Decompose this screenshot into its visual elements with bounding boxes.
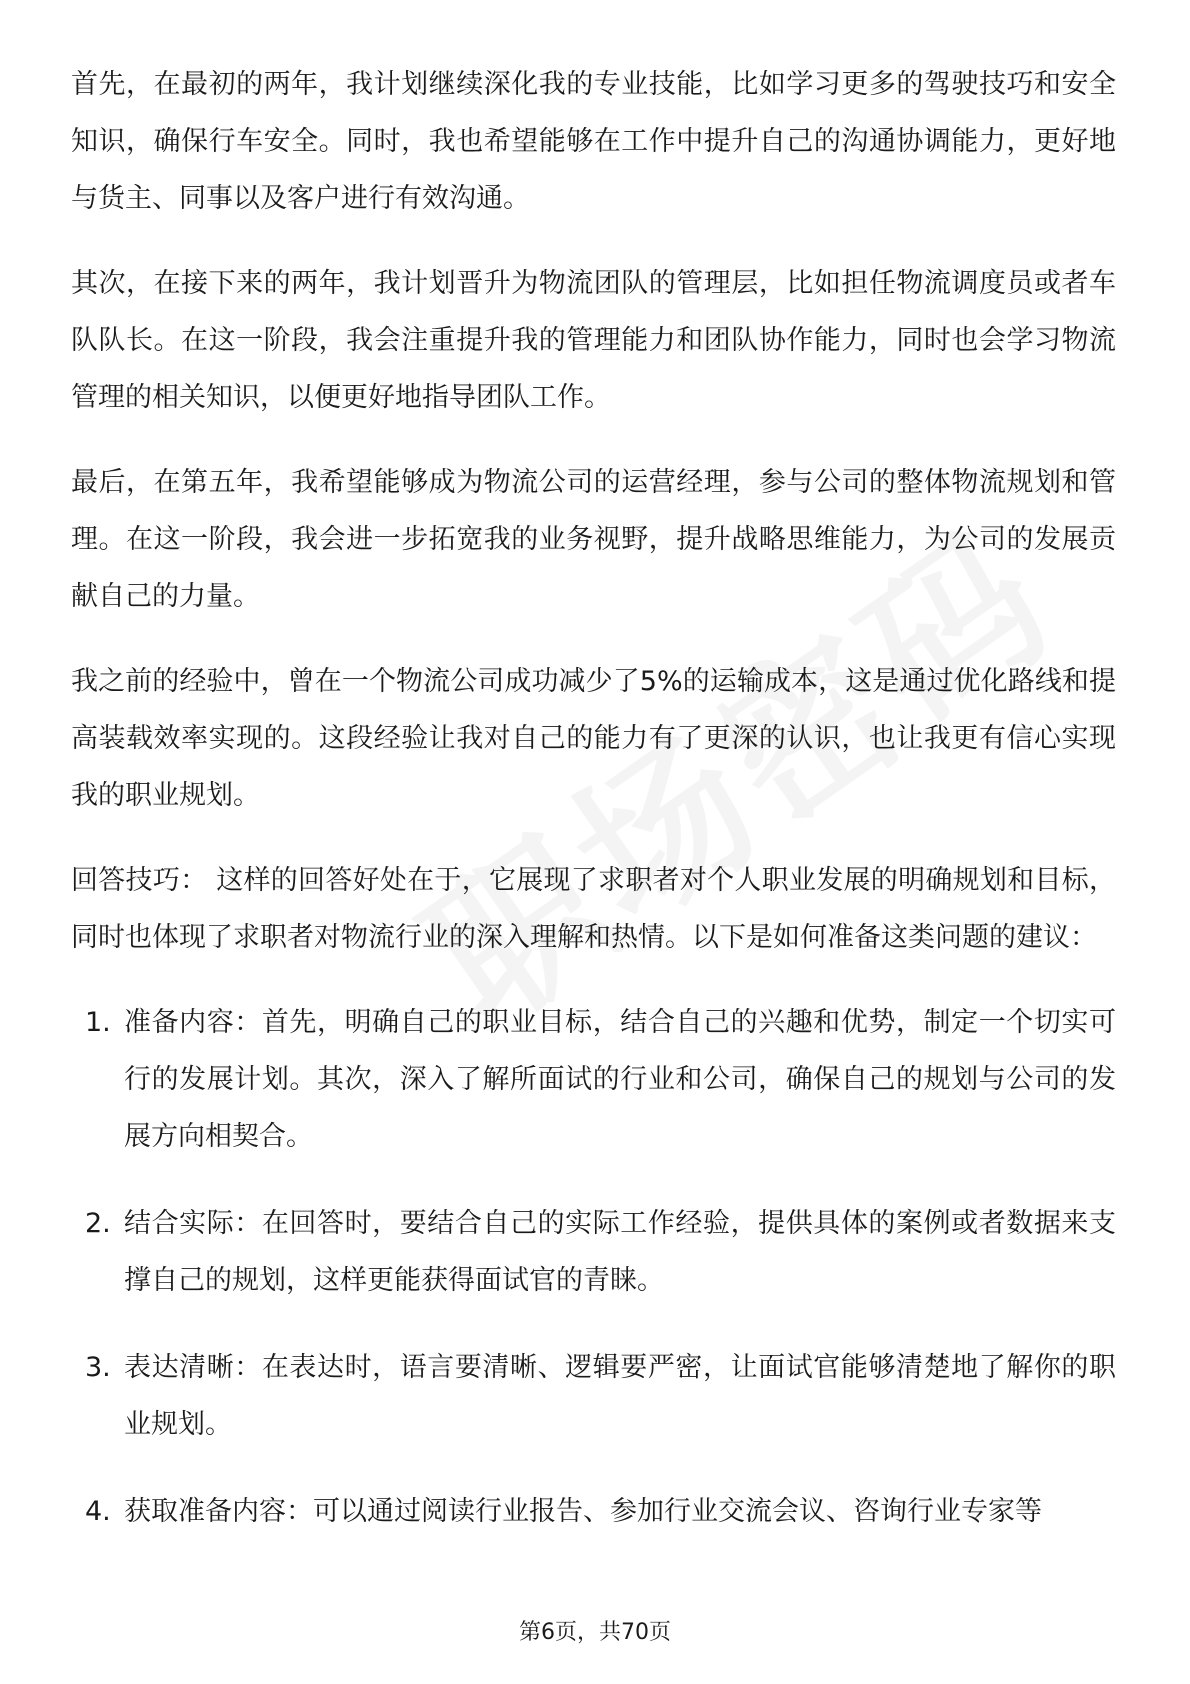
suggestion-list	[71, 994, 1116, 1540]
list-number: 3.	[85, 1352, 111, 1383]
paragraph-first-two-years: 首先，在最初的两年，我计划继续深化我的专业技能，比如学习更多的驾驶技巧和安全知识，确保行车安全。同时，我也希望能够在工作中提升自己的沟通协调能力，更好地与货主、同事以及客户进行有效沟通。	[71, 69, 1116, 214]
list-item-text: 准备内容：首先，明确自己的职业目标，结合自己的兴趣和优势，制定一个切实可行的发展计划。其次，深入了解所面试的行业和公司，确保自己的规划与公司的发展方向相契合。	[124, 1007, 1116, 1152]
list-item	[71, 1339, 1116, 1453]
list-number: 1.	[85, 1007, 111, 1038]
paragraph-answer-tips: 回答技巧： 这样的回答好处在于，它展现了求职者对个人职业发展的明确规划和目标，同时也体现了求职者对物流行业的深入理解和热情。以下是如何准备这类问题的建议：	[71, 865, 1116, 953]
paragraph-fifth-year: 最后，在第五年，我希望能够成为物流公司的运营经理，参与公司的整体物流规划和管理。在这一阶段，我会进一步拓宽我的业务视野，提升战略思维能力，为公司的发展贡献自己的力量。	[71, 467, 1116, 612]
document-body	[71, 56, 1116, 1570]
paragraph-experience: 我之前的经验中，曾在一个物流公司成功减少了5%的运输成本，这是通过优化路线和提高装载效率实现的。这段经验让我对自己的能力有了更深的认识，也让我更有信心实现我的职业规划。	[71, 666, 1116, 811]
list-item-text: 结合实际：在回答时，要结合自己的实际工作经验，提供具体的案例或者数据来支撑自己的规划，这样更能获得面试官的青睐。	[124, 1208, 1116, 1296]
list-item-text: 获取准备内容：可以通过阅读行业报告、参加行业交流会议、咨询行业专家等	[124, 1496, 1042, 1527]
list-item	[71, 994, 1116, 1165]
list-number: 2.	[85, 1208, 111, 1239]
list-item	[71, 1483, 1116, 1540]
paragraph-next-two-years: 其次，在接下来的两年，我计划晋升为物流团队的管理层，比如担任物流调度员或者车队队长。在这一阶段，我会注重提升我的管理能力和团队协作能力，同时也会学习物流管理的相关知识，以便更好地指导团队工作。	[71, 268, 1116, 413]
list-item	[71, 1195, 1116, 1309]
page-footer: 第6页，共70页	[519, 1620, 671, 1645]
list-number: 4.	[85, 1496, 111, 1527]
list-item-text: 表达清晰：在表达时，语言要清晰、逻辑要严密，让面试官能够清楚地了解你的职业规划。	[124, 1352, 1116, 1440]
